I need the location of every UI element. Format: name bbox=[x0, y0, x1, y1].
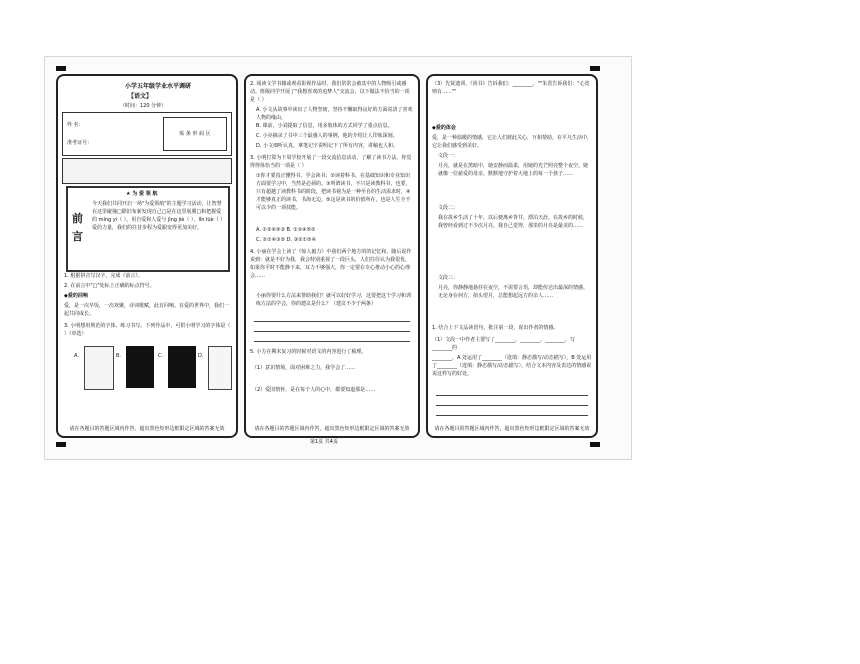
alignment-mark bbox=[590, 66, 600, 71]
name-label: 姓 名： bbox=[67, 122, 84, 128]
q3-passage: ①你才要真正懂得书，学会读书；②读着科书，在基础知识和专业知识方面要学习中，当然是必须的。③所谓读书，不只是读教科书，也要，只有超越了读教科书的阶段，把读书视为是一种至自的生活需求时，④才能够真正的读书，书海无边，⑤这是读书的价值所在，也是人生全不可以少的一项技能。 bbox=[256, 173, 411, 211]
section-heading: ◆爱的回响 bbox=[64, 293, 88, 299]
column-notice: 请在各题目的答题区域内作答，超出黑色矩形边框限定区域的答案无效 bbox=[69, 426, 225, 432]
option-c-label: C. bbox=[158, 353, 164, 359]
section-intro: 爱，是一次早饭，一次欢聚，诗词歌赋，此有回响。在爱的世界中，我们一起共同成长。 bbox=[64, 303, 230, 317]
alignment-mark bbox=[56, 442, 66, 447]
subject-label: 【语文】 bbox=[128, 93, 153, 100]
passage-2: 我在故乡生活了十年，以后便离乡背井，漂泊天涯。在故乡的时候，我曾经看到过不少次月亮。我自己觉得，那里的月亮是最美的…… bbox=[438, 215, 589, 229]
preface-title: ★ 为 爱 领 航 bbox=[126, 191, 158, 197]
preface-side-label: 前 言 bbox=[72, 212, 83, 243]
passage-1-label: 文段一： bbox=[438, 153, 459, 159]
column-notice: 请在各题目的答题区域内作答，超出黑色矩形边框限定区域的答案无效 bbox=[434, 426, 590, 432]
option-d-label: D. bbox=[198, 353, 204, 359]
time-label: （时间：120 分钟） bbox=[120, 103, 167, 109]
barcode-area: 贴 条 形 码 区 bbox=[163, 117, 227, 151]
column-1 bbox=[56, 74, 238, 438]
calligraphy-sample-d bbox=[208, 346, 232, 390]
option-b-label: B. bbox=[116, 353, 122, 359]
passage-1: 月亮，就是在黑暗中，她安静而温柔，用她的光芒照亮整个夜空。她就像一位慈爱的母亲，默默地守护着大地上的每一个孩子…… bbox=[438, 163, 589, 177]
q5-stem: 5. 小方在期末复习的时候对语文的内容进行了梳理。 bbox=[250, 349, 367, 355]
calligraphy-sample-a bbox=[84, 346, 114, 390]
q3-options-2: C. ②①④③⑤ D. ③②①⑤④ bbox=[256, 237, 317, 243]
q5-part1: （1）意识情境，面对困难之力，我学会了…… bbox=[252, 365, 356, 371]
passage-2-label: 文段二： bbox=[438, 205, 459, 211]
answer-lines bbox=[250, 312, 414, 342]
q1-part1: （1）文段一中作者主要写了________，________，________，写________的 bbox=[432, 337, 576, 351]
q1-stem: 1. 结合上下文品读语句，批注第一段，说出作者的情感。 bbox=[432, 325, 559, 331]
option-a-label: A. bbox=[74, 353, 79, 359]
q2: 2. 在前言中"□"处标上正确的标点符号。 bbox=[64, 283, 155, 289]
q4-question: 小丽你要什么方法来帮助我们？就可以好好学习，这要把这个学习和训练方法的学会，你的建议是什么？（建议不少于两条） bbox=[256, 293, 412, 307]
preface-text: 今天我们共同开启一场"为爱领航"的主题学习活动，让智慧在这里碰撞□除旧布新发现自己□是在这里展翼□和把握爱的 míng yì（ ），用自爱和人爱与 jìng jiè（ ），lǐn lüè（ ）爱的力量，我们的往昔步程为爱跟变得更加美好。 bbox=[92, 201, 223, 231]
q1-part2: ________，A 处运用了________（选填：静态描写/动态描写），B 处运用了________（选填：静态描写/动态描写），结合文本内容及表达的情感说说这样写的好处。 bbox=[432, 355, 592, 377]
q2-stem: 2. 阅读文学书籍或观看影视作品时，我们常常会被其中的人物吸引或感动。班级同学开展了"我想喜欢的追梦人"交流会，以下做法不恰当的一项是（ ） bbox=[250, 81, 410, 103]
q2-option-d: D. 小文细听认真，拿笔记字说明记下了所有内容，讲稿也人和。 bbox=[256, 143, 399, 149]
q2-option-c: C. 小亮摘录了书中三个最感人的事例，他的介绍让人印象深刻。 bbox=[256, 133, 398, 139]
instructions-box bbox=[62, 158, 232, 184]
exam-title: 小学五年级学业水平调研 bbox=[124, 83, 191, 90]
q4-stem: 4. 小丽在学会上读了《惊人毅力》中我们两个地方的的记忆和，随后说作说到：就是不好为我，我会特别重视了一段巨头，人们往往认为我很优，如果你平时不能静下来，耳力不够强大，你一定要在专心推动小心的心理会…… bbox=[250, 249, 412, 279]
passage-3: 月亮，你静静地悬挂在夜空，不需要言语，却能传达出最深的情感。无论身在何方，抬头望月，总能想起远方的亲人…… bbox=[438, 285, 589, 299]
passage-3-label: 文段三： bbox=[438, 275, 459, 281]
q3-options-1: A. ①②④⑤③ B. ①③④⑤② bbox=[256, 227, 316, 233]
q3-stem: 3. 小明打算为下周学校开展了一段交流信息活动，了解了读书方法，你觉得得体恰当的一项是（ ） bbox=[250, 155, 412, 169]
q2-option-a: A. 小文从故事中读出了人物坚韧，坚持不懈取得良好的方面说清了喜欢人物的缘由。 bbox=[256, 107, 413, 121]
column-3 bbox=[426, 74, 598, 438]
answer-lines bbox=[432, 386, 592, 416]
q5-part2: （2）爱国情怀，是在每个人的心中，都要知道那是…… bbox=[252, 387, 376, 393]
alignment-mark bbox=[56, 66, 66, 71]
section-heading: ◆爱的体会 bbox=[432, 125, 456, 131]
calligraphy-sample-b bbox=[126, 346, 154, 388]
info-box bbox=[62, 112, 232, 156]
column-2 bbox=[244, 74, 420, 438]
q-quote: （3）先贤遗训、《尚书》告诉我们：________，""朱熹告诉我们："心宽则有……"" bbox=[432, 81, 590, 95]
alignment-mark bbox=[590, 442, 600, 447]
preface-box bbox=[66, 186, 230, 272]
section-intro: 爱，是一种温暖的情感，它让人们彼此关心，互相帮助，在平凡生活中，它让我们感受到美好。 bbox=[432, 135, 593, 149]
page-footer: 第1页 共4页 bbox=[310, 439, 338, 445]
q2-option-b: B. 课前，小刘提取了信息，用多肢体的方式同学了重点信息。 bbox=[256, 123, 393, 129]
q3: 3. 小明想用规范的字体、练习书写。下列作品中，可供小明学习的字体是（ ）（单选） bbox=[64, 323, 231, 337]
q1: 1. 根据拼音写汉字，完成《前言》。 bbox=[64, 273, 143, 279]
calligraphy-sample-c bbox=[168, 346, 196, 388]
number-label: 准考证号： bbox=[67, 140, 93, 146]
column-notice: 请在各题目的答题区域内作答，超出黑色矩形边框限定区域的答案无效 bbox=[254, 426, 410, 432]
